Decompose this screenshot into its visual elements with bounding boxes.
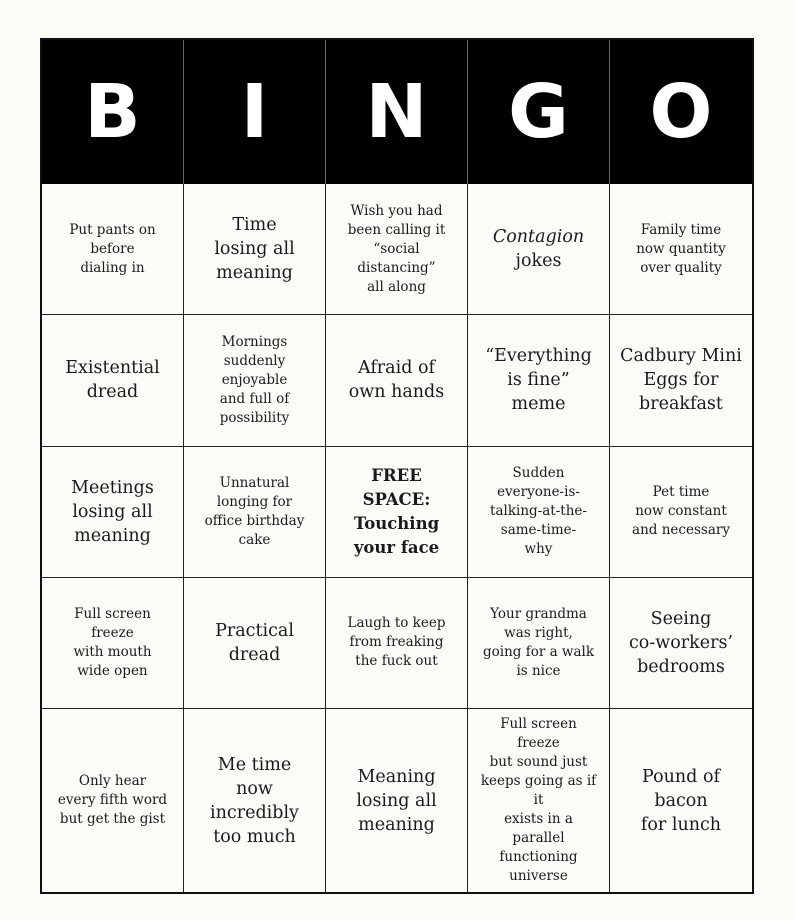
square-text: Wish you had been calling it “social distancing” all along <box>347 202 446 295</box>
bingo-square[interactable] <box>468 709 610 892</box>
bingo-square[interactable] <box>326 578 468 709</box>
bingo-square[interactable] <box>42 709 184 892</box>
square-text: FREE SPACE: Touching your face <box>353 465 440 557</box>
bingo-square[interactable] <box>468 184 610 315</box>
square-text: Laugh to keep from freaking the fuck out <box>347 615 446 670</box>
bingo-square[interactable] <box>326 184 468 315</box>
bingo-square[interactable] <box>42 578 184 709</box>
bingo-header <box>42 40 752 184</box>
square-text: Mornings suddenly enjoyable and full of possibility <box>219 333 290 426</box>
bingo-square[interactable] <box>326 709 468 892</box>
square-text: Sudden everyone-is- talking-at-the- same-time- why <box>490 465 587 558</box>
square-italic-text: Contagion <box>492 227 585 248</box>
free-space-square[interactable] <box>326 447 468 578</box>
square-text: Only hear every fifth word but get the gist <box>57 773 168 827</box>
bingo-square[interactable] <box>42 184 184 315</box>
bingo-square[interactable] <box>468 447 610 578</box>
square-text: Seeing co-workers’ bedrooms <box>628 608 733 677</box>
bingo-square[interactable] <box>610 184 752 315</box>
bingo-square[interactable] <box>184 709 326 892</box>
bingo-square[interactable] <box>468 315 610 446</box>
square-text: Practical dread <box>215 620 294 665</box>
square-text: Meaning losing all meaning <box>356 766 437 835</box>
bingo-square[interactable] <box>326 315 468 446</box>
bingo-square[interactable] <box>42 447 184 578</box>
square-text: Family time now quantity over quality <box>636 221 726 276</box>
square-text: Unnatural longing for office birthday cake <box>204 474 305 548</box>
square-text: “Everything is fine” meme <box>485 346 592 415</box>
square-text: Existential dread <box>65 358 160 403</box>
bingo-square[interactable] <box>184 315 326 446</box>
square-text: Me time now incredibly too much <box>210 754 299 847</box>
bingo-square[interactable] <box>184 184 326 315</box>
square-text: Meetings losing all meaning <box>71 477 154 546</box>
header-letter-o: O <box>649 69 713 155</box>
bingo-card <box>40 38 754 894</box>
bingo-square[interactable] <box>610 709 752 892</box>
bingo-square[interactable] <box>184 578 326 709</box>
square-text: Full screen freeze with mouth wide open <box>73 605 152 679</box>
square-text: Pound of bacon for lunch <box>640 766 722 835</box>
bingo-square[interactable] <box>610 315 752 446</box>
square-text: Your grandma was right, going for a walk is nice <box>482 605 595 679</box>
square-text: Full screen freeze but sound just keeps going as if it exists in a parallel functioning universe <box>480 716 597 884</box>
square-text: Afraid of own hands <box>348 358 445 403</box>
square-text: Time losing all meaning <box>214 215 295 284</box>
header-letter-b: B <box>42 40 184 184</box>
bingo-square[interactable] <box>184 447 326 578</box>
square-text: Pet time now constant and necessary <box>632 484 730 539</box>
bingo-square[interactable] <box>610 447 752 578</box>
bingo-square[interactable] <box>42 315 184 446</box>
header-letter-i: I <box>184 40 326 184</box>
square-text: Cadbury Mini Eggs for breakfast <box>620 346 742 415</box>
square-text: jokes <box>515 251 562 272</box>
bingo-grid <box>42 184 752 892</box>
header-letter-g: G <box>468 40 610 184</box>
header-letter-n: N <box>326 40 468 184</box>
bingo-square[interactable] <box>468 578 610 709</box>
bingo-square[interactable] <box>610 578 752 709</box>
square-text: Put pants on before dialing in <box>69 221 156 276</box>
